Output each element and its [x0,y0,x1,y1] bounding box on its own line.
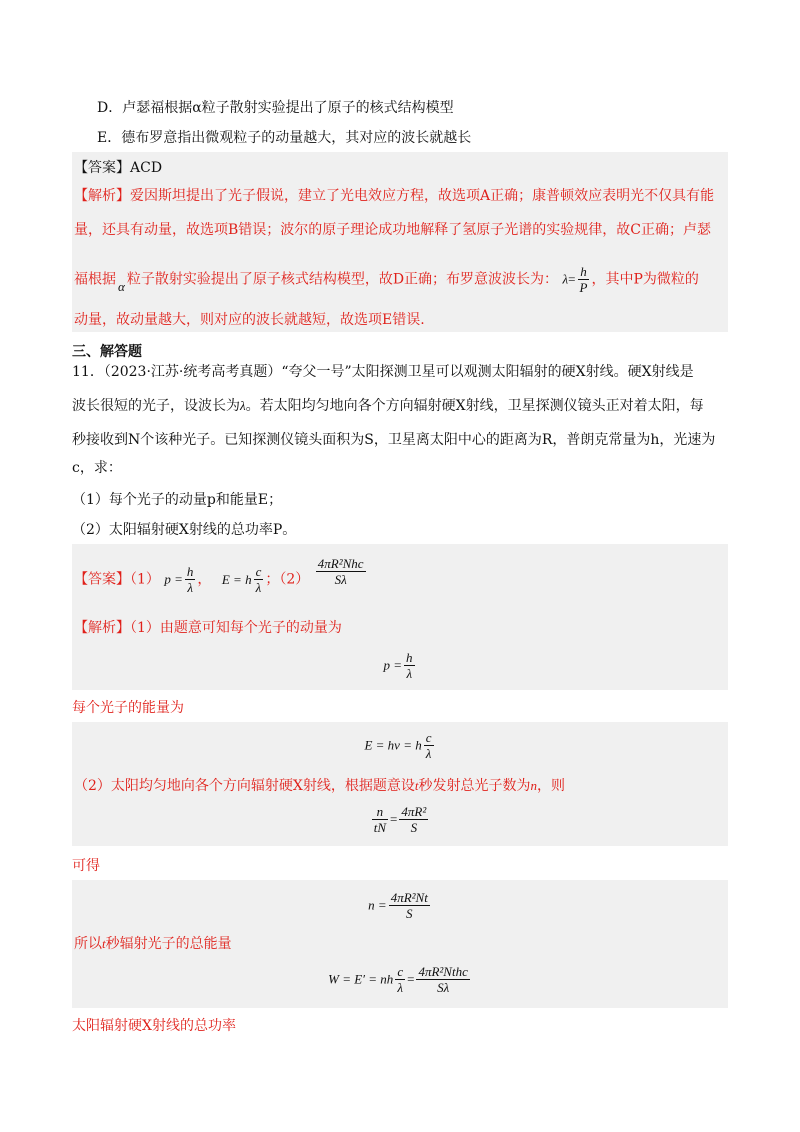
equals-sign: = [407,971,415,987]
q11-energy-block [72,722,728,846]
analysis-text: 爱因斯坦提出了光子假说，建立了光电效应方程，故选项A正确；康普顿效应表明光不仅具有能 [130,188,715,204]
fraction-denominator: Sλ [316,571,366,587]
q10-analysis-line3 [74,264,699,295]
answer-tag: 【答案】 [74,571,130,588]
q11-sub2: （2）太阳辐射硬X射线的总功率P。 [72,522,297,538]
equation-momentum [72,650,728,681]
fraction-denominator: λ [404,665,415,681]
equation-total-energy [72,964,728,995]
fraction-denominator: S [399,819,428,835]
equation-fraction [389,890,430,921]
fraction-numerator: c [255,564,262,579]
analysis-text: （2）太阳均匀地向各个方向辐射硬X射线，根据题意设 [74,778,415,794]
analysis-text: 粒子散射实验提出了原子核式结构模型，故D正确；布罗意波波长为： [126,271,559,288]
q10-answer-block [72,152,728,332]
equation-fraction [399,804,428,835]
equation-lhs: n = [368,897,387,913]
q11-analysis-line1 [74,618,342,638]
fraction-denominator: S [389,905,430,921]
fraction-denominator: Sλ [416,979,469,995]
q11-stem-line4: c，求： [72,460,122,476]
fraction-denominator: λ [254,579,264,595]
stem-text: 。若太阳均匀地向各个方向辐射硬X射线，卫星探测仪镜头正对着太阳，每 [245,398,704,414]
analysis-text: （1）由题意可知每个光子的动量为 [130,620,342,636]
fraction-numerator: h [186,564,194,579]
analysis-text: 福根据 [74,271,116,288]
fraction-numerator: 4πR²Nthc [418,964,468,979]
variable-n: n [530,778,537,793]
total-energy-text [74,934,232,954]
fraction-numerator: c [425,730,432,745]
energy-text: 每个光子的能量为 [72,700,184,716]
fraction-numerator: c [397,964,404,979]
q10-analysis-line1 [74,186,714,206]
q11-analysis-line2 [74,776,565,796]
fraction-numerator: 4πR²Nhc [317,556,364,571]
alpha-symbol: α [118,278,125,294]
q11-stem-line1: 11．（2023·江苏·统考高考真题）“夸父一号”太阳探测卫星可以观测太阳辐射的硬X射线。硬X射线是 [72,364,694,380]
analysis-tag: 【解析】 [74,620,130,636]
fraction-numerator: n [376,804,384,819]
option-e: E．德布罗意指出微观粒子的动量越大，其对应的波长就越长 [97,130,472,146]
answer-p-fraction [185,564,196,595]
section-title: 三、解答题 [72,344,142,360]
q11-stem-line3: 秒接收到N个该种光子。已知探测仪镜头面积为S，卫星离太阳中心的距离为R，普朗克常量为h，光速为 [72,432,716,448]
q11-answer-block [72,544,728,690]
answer-p-lhs: p = [164,571,183,587]
fraction-numerator: h [580,264,587,279]
option-d: D．卢瑟福根据α粒子散射实验提出了原子的核式结构模型 [97,100,454,116]
answer-e-fraction [254,564,264,595]
equals-sign: = [390,811,398,827]
equation-fraction [416,964,469,995]
equation-fraction [424,730,434,761]
equation-lhs: p = [383,657,403,673]
fraction-denominator: tN [373,820,387,835]
fraction-denominator: λ [185,579,196,595]
answer-label: ；（2） [265,571,310,588]
q10-answer: 【答案】ACD [74,160,163,176]
equation-lhs: E = hν = h [364,737,422,753]
debroglie-fraction [578,264,590,295]
get-text: 可得 [72,858,100,874]
equation-fraction [404,650,415,681]
equation-ratio [72,804,728,835]
q11-count-block [72,880,728,1008]
fraction-numerator: h [406,650,413,665]
equals-sign: = [568,271,576,287]
analysis-text: ，则 [537,778,565,794]
variable-t: t [102,936,106,951]
q10-analysis-line4: 动量，故动量越大，则对应的波长就越短，故选项E错误. [74,312,425,328]
equation-energy [72,730,728,761]
lambda-symbol: λ [562,271,569,287]
power-text: 太阳辐射硬X射线的总功率 [72,1018,236,1034]
q11-sub1: （1）每个光子的动量p和能量E； [72,492,283,508]
q11-answer [74,556,368,595]
equation-fraction [395,964,405,995]
fraction-denominator: λ [424,745,434,761]
analysis-text: 所以 [74,936,102,952]
equation-lhs: W = E′ = nh [328,971,394,987]
equation-fraction [372,804,388,835]
answer-separator: ， [197,571,212,588]
lambda-symbol: λ [240,398,246,413]
q11-stem-line2 [72,396,704,416]
answer-e-lhs: E = h [221,571,252,587]
equation-count [72,890,728,921]
stem-text: 波长很短的光子，设波长为 [72,398,240,414]
fraction-denominator: P [579,280,588,295]
fraction-numerator: 4πR²Nt [390,890,428,905]
analysis-text: 秒发射总光子数为 [418,778,531,794]
q10-analysis-line2: 量，还具有动量，故选项B错误；波尔的原子理论成功地解释了氢原子光谱的实验规律，故C正确；卢瑟 [74,222,711,238]
answer-power-fraction [316,556,366,587]
analysis-text: ，其中P为微粒的 [591,271,699,288]
variable-t: t [414,778,419,793]
analysis-tag: 【解析】 [74,188,130,204]
fraction-numerator: 4πR² [401,804,427,819]
analysis-text: 秒辐射光子的总能量 [105,936,232,952]
answer-label: （1） [130,571,160,588]
fraction-denominator: λ [395,979,405,995]
